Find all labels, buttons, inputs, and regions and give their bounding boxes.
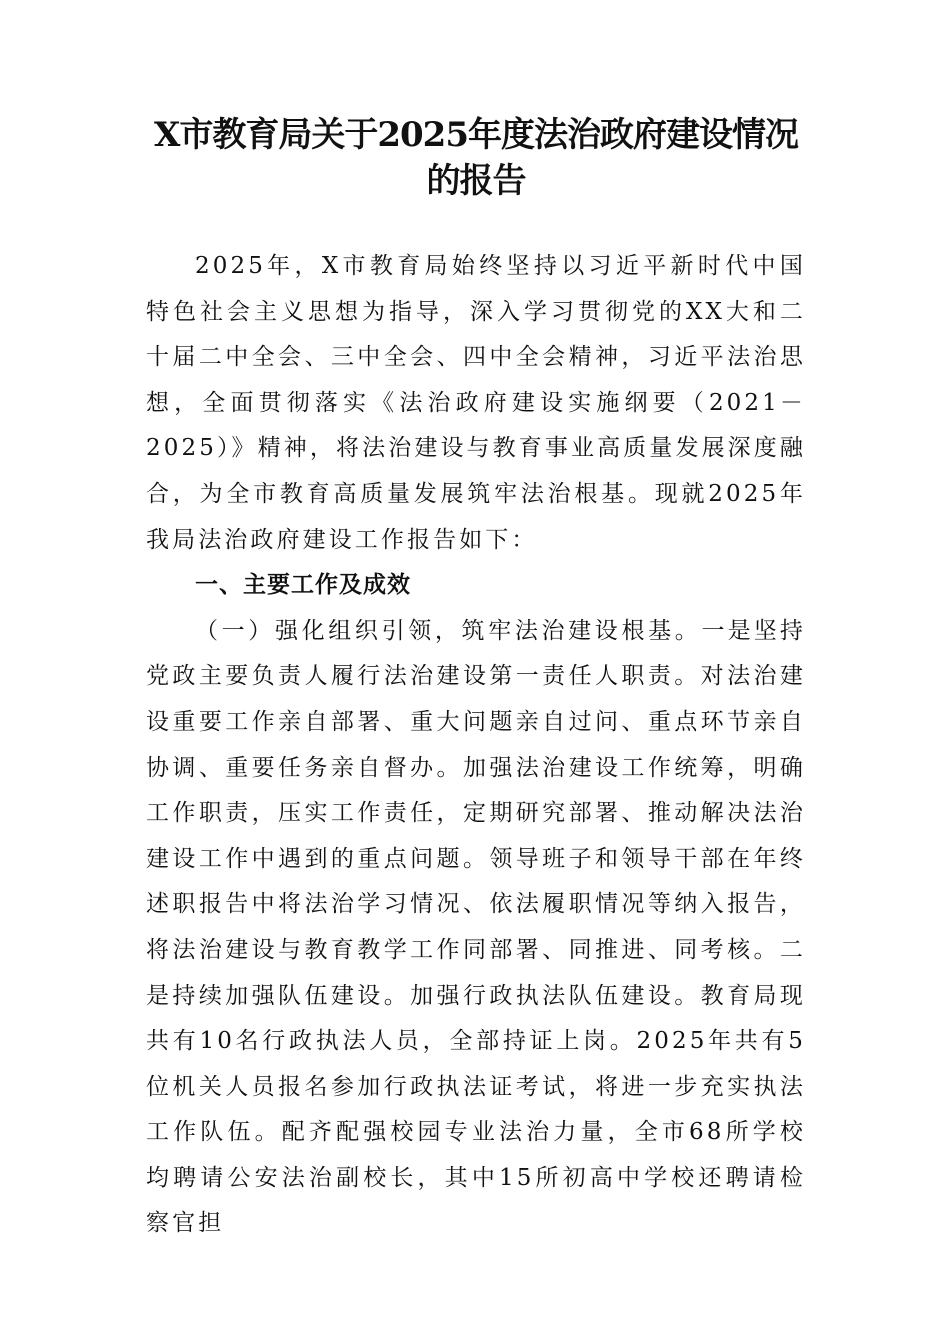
intro-paragraph: 2025年，X市教育局始终坚持以习近平新时代中国特色社会主义思想为指导，深入学习贯彻党的XX大和二十届二中全会、三中全会、四中全会精神，习近平法治思想，全面贯彻落实《法治政府建设实施纲要（2021－2025）》精神，将法治建设与教育事业高质量发展深度融合，为全市教育高质量发展筑牢法治根基。现就2025年我局法治政府建设工作报告如下：	[146, 253, 806, 553]
section-heading: 一、主要工作及成效	[195, 572, 411, 599]
document-body	[146, 244, 806, 1247]
document-title: X市教育局关于2025年度法治政府建设情况的报告	[153, 115, 798, 201]
subsection-body: 一是坚持党政主要负责人履行法治建设第一责任人职责。对法治建设重要工作亲自部署、重大问题亲自过问、重点环节亲自协调、重要任务亲自督办。加强法治建设工作统筹，明确工作职责，压实工作责任，定期研究部署、推动解决法治建设工作中遇到的重点问题。领导班子和领导干部在年终述职报告中将法治学习情况、依法履职情况等纳入报告，将法治建设与教育教学工作同部署、同推进、同考核。二是持续加强队伍建设。加强行政执法队伍建设。教育局现共有10名行政执法人员，全部持证上岗。2025年共有5位机关人员报名参加行政执法证考试，将进一步充实执法工作队伍。配齐配强校园专业法治力量，全市68所学校均聘请公安法治副校长，其中15所初高中学校还聘请检察官担	[146, 617, 806, 1237]
subsection-lead: （一）强化组织引领，筑牢法治建设根基。	[195, 617, 702, 644]
document-page	[146, 112, 806, 1247]
subsection-paragraph	[146, 609, 806, 1247]
